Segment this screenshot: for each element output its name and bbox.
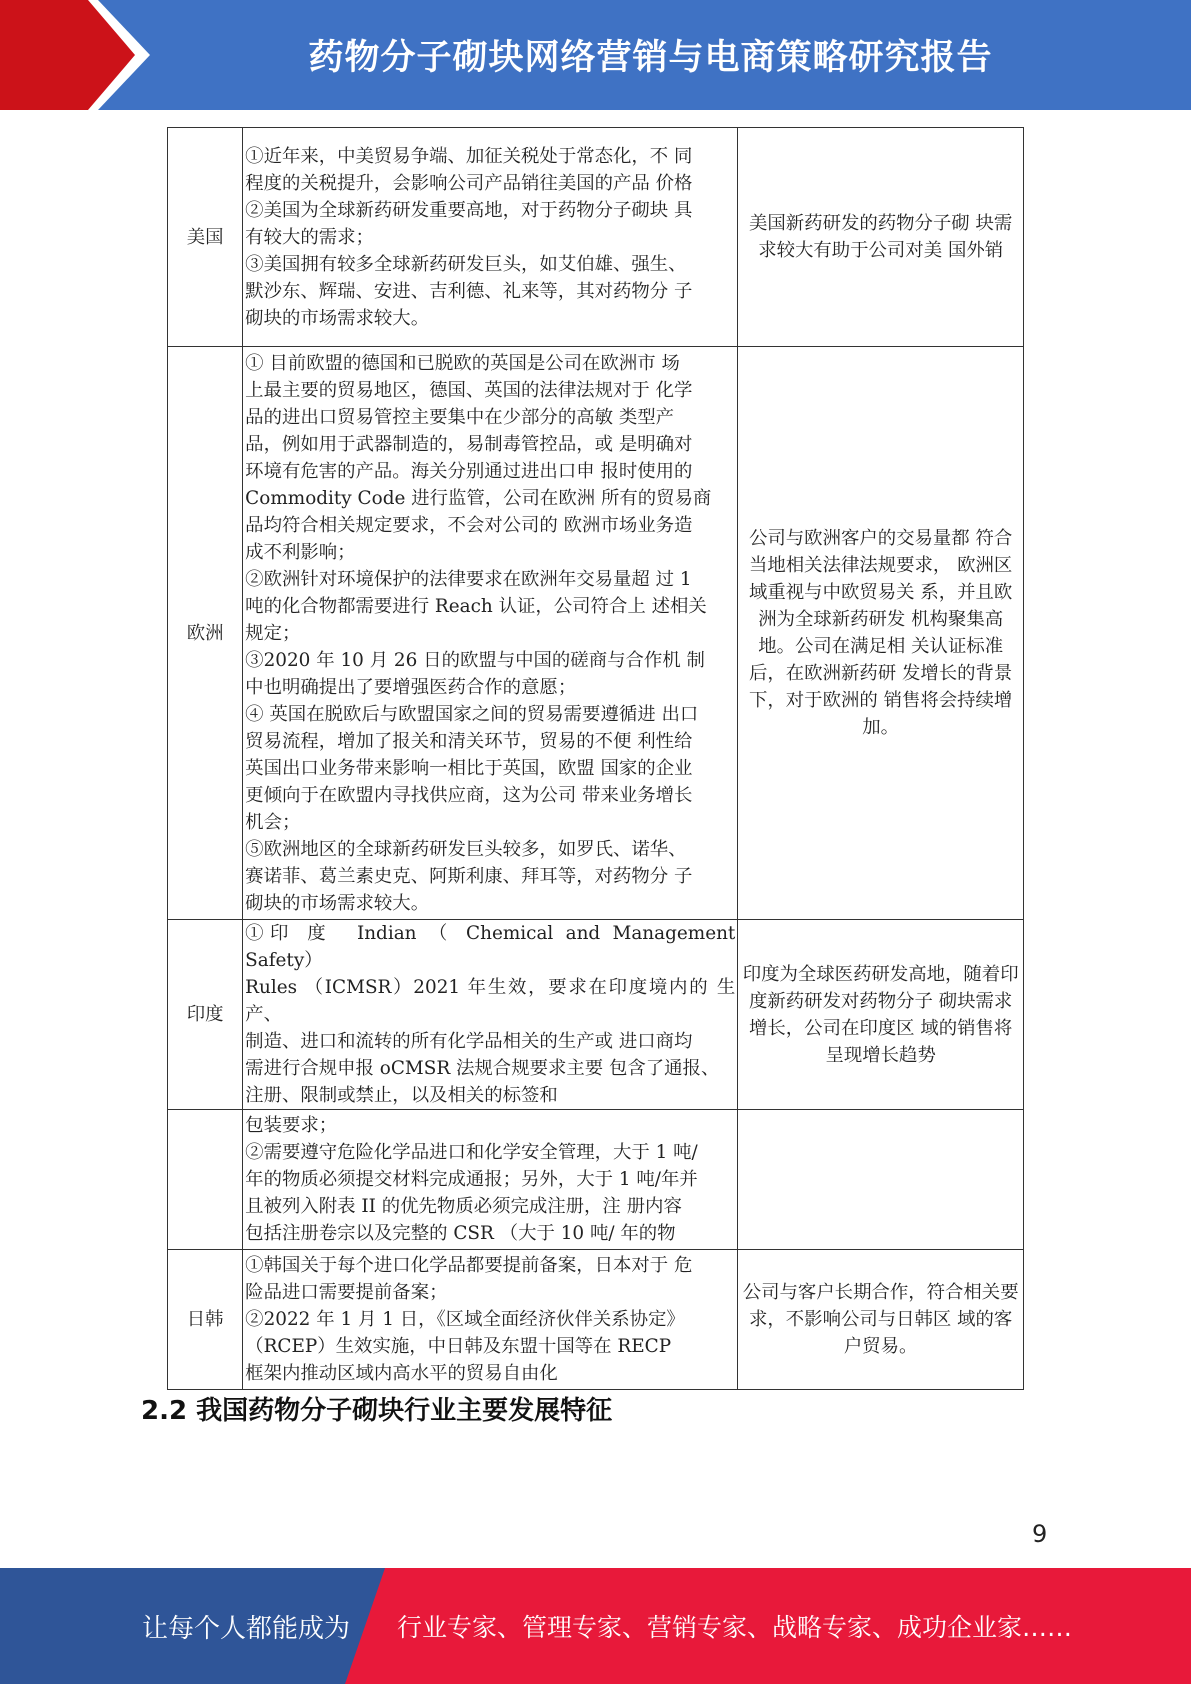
detail-line: 机会；: [245, 811, 301, 833]
detail-line: 制造、进口和流转的所有化学品相关的生产或 进口商均: [245, 1031, 693, 1052]
detail-cell: [243, 128, 738, 347]
detail-line: 且被列入附表 II 的优先物质必须完成注册，注 册内容: [245, 1196, 682, 1217]
detail-line: ① 目前欧盟的德国和已脱欧的英国是公司在欧洲市 场: [245, 352, 680, 374]
assessment-cell: 美国新药研发的药物分子砌 块需求较大有助于公司对美 国外销: [738, 128, 1024, 347]
region-cell: [168, 1110, 243, 1250]
detail-line: ③美国拥有较多全球新药研发巨头，如艾伯雄、强生、: [245, 253, 687, 275]
detail-cell: [243, 347, 738, 920]
assessment-cell: 公司与客户长期合作，符合相关要求，不影响公司与日韩区 域的客户贸易。: [738, 1250, 1024, 1390]
table-row: [168, 128, 1024, 347]
detail-cell: [243, 920, 738, 1110]
detail-line: 有较大的需求；: [245, 226, 374, 248]
detail-line: 砌块的市场需求较大。: [245, 307, 430, 329]
table-row: [168, 920, 1024, 1110]
detail-line: 成不利影响；: [245, 541, 356, 563]
detail-line: 品的进出口贸易管控主要集中在少部分的高敏 类型产: [245, 406, 675, 428]
detail-line: ②2022 年 1 月 1 日，《区域全面经济伙伴关系协定》: [245, 1309, 685, 1330]
page-header: [0, 0, 1191, 110]
detail-line: 英国出口业务带来影响一相比于英国，欧盟 国家的企业: [245, 757, 693, 779]
detail-cell: [243, 1250, 738, 1390]
detail-cell: [243, 1110, 738, 1250]
detail-line: 险品进口需要提前备案；: [245, 1282, 448, 1303]
detail-line: ②欧洲针对环境保护的法律要求在欧洲年交易量超 过 1: [245, 568, 692, 590]
table-row: [168, 1110, 1024, 1250]
region-cell: 美国: [168, 128, 243, 347]
detail-line: 贸易流程，增加了报关和清关环节，贸易的不便 利性给: [245, 730, 693, 752]
detail-line: 品，例如用于武器制造的，易制毒管控品，或 是明确对: [245, 433, 693, 455]
detail-line: 框架内推动区域内高水平的贸易自由化: [245, 1363, 558, 1384]
region-cell: 日韩: [168, 1250, 243, 1390]
detail-line: 默沙东、辉瑞、安进、吉利德、礼来等，其对药物分 子: [245, 280, 693, 302]
detail-line: Rules （ICMSR）2021 年生效，要求在印度境内的 生产、: [245, 977, 736, 1025]
assessment-cell: 印度为全球医药研发高地，随着印度新药研发对药物分子 砌块需求增长，公司在印度区 域的销售将呈现增长趋势: [738, 920, 1024, 1110]
page-footer: [0, 1568, 1191, 1684]
header-flag-shape: [0, 0, 150, 110]
detail-line: （RCEP）生效实施，中日韩及东盟十国等在 RECP: [245, 1336, 672, 1357]
detail-line: 需进行合规申报 oCMSR 法规合规要求主要 包含了通报、: [245, 1058, 720, 1079]
detail-line: 更倾向于在欧盟内寻找供应商，这为公司 带来业务增长: [245, 784, 693, 806]
assessment-cell: [738, 1110, 1024, 1250]
detail-line: 程度的关税提升，会影响公司产品销往美国的产品 价格: [245, 172, 693, 194]
detail-line: 年的物质必须提交材料完成通报；另外，大于 1 吨/年并: [245, 1169, 698, 1190]
detail-line: ②需要遵守危险化学品进口和化学安全管理，大于 1 吨/: [245, 1142, 698, 1163]
detail-line: 砌块的市场需求较大。: [245, 892, 430, 914]
table-row: [168, 1250, 1024, 1390]
detail-line: ⑤欧洲地区的全球新药研发巨头较多，如罗氏、诺华、: [245, 838, 687, 860]
detail-line: 注册、限制或禁止，以及相关的标签和: [245, 1085, 558, 1106]
footer-slogan-right: 行业专家、管理专家、营销专家、战略专家、成功企业家……: [397, 1613, 1073, 1642]
footer-slogan-left: 让每个人都能成为: [142, 1613, 351, 1644]
header-title: 药物分子砌块网络营销与电商策略研究报告: [308, 38, 993, 78]
detail-line: 中也明确提出了要增强医药合作的意愿；: [245, 676, 577, 698]
detail-line: ①近年来，中美贸易争端、加征关税处于常态化，不 同: [245, 145, 693, 167]
detail-line: 吨的化合物都需要进行 Reach 认证，公司符合上 述相关: [245, 595, 707, 617]
detail-line: ①韩国关于每个进口化学品都要提前备案，日本对于 危: [245, 1255, 693, 1276]
detail-line: ②美国为全球新药研发重要高地，对于药物分子砌块 具: [245, 199, 693, 221]
assessment-cell: 公司与欧洲客户的交易量都 符合当地相关法律法规要求， 欧洲区域重视与中欧贸易关 系，并且欧洲为全球新药研发 机构聚集高地。公司在满足相 关认证标准后，在欧洲新药研 发增长的背景下，对于欧洲的 销售将会持续增加。: [738, 347, 1024, 920]
table-row: [168, 347, 1024, 920]
table-body: [168, 128, 1024, 1390]
region-cell: 欧洲: [168, 347, 243, 920]
page-number: 9: [1032, 1520, 1048, 1548]
detail-line: 规定；: [245, 622, 301, 644]
section-heading: 2.2 我国药物分子砌块行业主要发展特征: [141, 1396, 613, 1426]
detail-line: 包括注册卷宗以及完整的 CSR （大于 10 吨/ 年的物: [245, 1223, 676, 1244]
region-cell: 印度: [168, 920, 243, 1110]
detail-line: 包装要求；: [245, 1115, 338, 1136]
trade-policy-table: [167, 127, 1024, 1390]
detail-line: Commodity Code 进行监管，公司在欧洲 所有的贸易商: [245, 487, 712, 509]
detail-line: 上最主要的贸易地区，德国、英国的法律法规对于 化学: [245, 379, 693, 401]
detail-line: 赛诺菲、葛兰素史克、阿斯利康、拜耳等，对药物分 子: [245, 865, 693, 887]
detail-line: ④ 英国在脱欧后与欧盟国家之间的贸易需要遵循进 出口: [245, 703, 699, 725]
detail-line: 环境有危害的产品。海关分别通过进出口申 报时使用的: [245, 460, 693, 482]
detail-line: 品均符合相关规定要求，不会对公司的 欧洲市场业务造: [245, 514, 693, 536]
detail-line: ③2020 年 10 月 26 日的欧盟与中国的磋商与合作机 制: [245, 649, 705, 671]
detail-line: ①印 度 Indian （ Chemical and Management Safety）: [245, 923, 736, 971]
